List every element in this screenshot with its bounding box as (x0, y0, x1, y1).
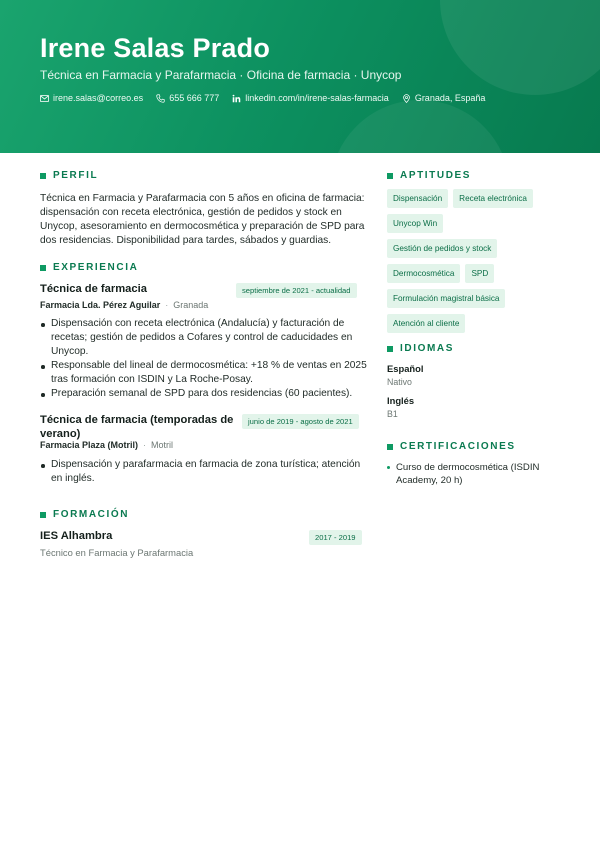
job-bullets (40, 317, 370, 401)
heading-marker (40, 512, 46, 518)
candidate-subtitle: Técnica en Farmacia y Parafarmacia · Oficina de farmacia · Unycop (40, 68, 402, 82)
language-name: Español (387, 363, 424, 374)
degree-name: Técnico en Farmacia y Parafarmacia (40, 547, 194, 558)
section-heading-certificaciones (387, 441, 516, 452)
section-heading-experiencia (40, 262, 138, 273)
header-banner (0, 0, 600, 153)
skill-tag: Atención al cliente (387, 314, 465, 333)
job-title-line: Técnica de farmacia (temporadas de (40, 414, 234, 426)
skill-tag: Formulación magistral básica (387, 289, 505, 308)
skills-list (387, 189, 562, 339)
email-text: irene.salas@correo.es (53, 93, 144, 103)
bullet-item: Preparación semanal de SPD para dos residencias (60 pacientes). (40, 387, 370, 401)
decorative-circle (440, 0, 600, 95)
linkedin-text: linkedin.com/in/irene-salas-farmacia (245, 93, 389, 103)
job-bullets (40, 458, 370, 486)
decorative-circle (330, 100, 510, 153)
heading-text: APTITUDES (400, 170, 472, 181)
heading-marker (387, 346, 393, 352)
profile-line: Técnica en Farmacia y Parafarmacia con 5 años en oficina de farmacia: (40, 193, 365, 204)
contact-email[interactable] (40, 93, 143, 103)
separator-dot: · (143, 440, 147, 450)
language-name: Inglés (387, 395, 415, 406)
company-location: Granada (173, 300, 209, 310)
location-pin-icon (402, 94, 411, 103)
candidate-name: Irene Salas Prado (40, 33, 271, 63)
education-dates: 2017 - 2019 (309, 530, 362, 545)
contact-phone[interactable] (156, 93, 219, 103)
section-heading-aptitudes (387, 170, 471, 181)
company-name: Farmacia Plaza (Motril) (40, 440, 139, 450)
skill-tag: Dermocosmética (387, 264, 460, 283)
job-company (40, 440, 173, 450)
skill-tag: Dispensación (387, 189, 448, 208)
certifications-list (387, 461, 557, 487)
contact-bar (40, 93, 498, 103)
language-level: B1 (387, 409, 398, 419)
bullet-item: Dispensación y parafarmacia en farmacia de zona turística; atención en inglés. (40, 458, 370, 486)
section-heading-formacion (40, 509, 129, 520)
heading-text: CERTIFICACIONES (400, 441, 516, 452)
job-title (40, 413, 240, 441)
linkedin-icon (232, 94, 241, 103)
phone-text: 655 666 777 (169, 93, 220, 103)
location-text: Granada, España (414, 93, 486, 103)
company-location: Motril (151, 440, 174, 450)
profile-summary (40, 192, 370, 248)
skill-tag: Unycop Win (387, 214, 443, 233)
job-title: Técnica de farmacia (40, 283, 147, 295)
skill-tag: Gestión de pedidos y stock (387, 239, 497, 258)
bullet-item: Responsable del lineal de dermocosmética: +18 % de ventas en 2025 tras formación con ISDIN y La Roche-Posay. (40, 359, 370, 387)
heading-text: PERFIL (53, 170, 99, 181)
heading-marker (387, 173, 393, 179)
language-level: Nativo (387, 377, 412, 387)
job-company (40, 300, 208, 310)
profile-line: dispensación con receta electrónica, gestión de pedidos y stock en (40, 207, 342, 218)
certification-item: Curso de dermocosmética (ISDIN Academy, 20 h) (387, 461, 557, 487)
contact-linkedin[interactable] (232, 93, 389, 103)
heading-text: FORMACIÓN (53, 509, 130, 520)
job-title-line: verano) (40, 428, 81, 440)
company-name: Farmacia Lda. Pérez Aguilar (40, 300, 161, 310)
skill-tag: SPD (465, 264, 494, 283)
heading-marker (387, 444, 393, 450)
profile-line: dos residencias. Disponibilidad para tardes, sábados y guardias. (40, 235, 332, 246)
job-dates: septiembre de 2021 - actualidad (236, 283, 357, 298)
separator-dot: · (165, 300, 169, 310)
section-heading-idiomas (387, 343, 454, 354)
mail-icon (40, 94, 49, 103)
bullet-item: Dispensación con receta electrónica (Andalucía) y facturación de recetas; gestión de pedidos a Cofares y control de caducidades en Unycop. (40, 317, 370, 359)
job-dates: junio de 2019 - agosto de 2021 (242, 414, 359, 429)
school-name: IES Alhambra (40, 530, 113, 542)
phone-icon (156, 94, 165, 103)
section-heading-perfil (40, 170, 98, 181)
heading-text: EXPERIENCIA (53, 262, 139, 273)
heading-text: IDIOMAS (400, 343, 454, 354)
profile-line: Unycop, asesoramiento en dermocosmética y preparación de SPD para (40, 221, 365, 232)
heading-marker (40, 173, 46, 179)
contact-location (402, 93, 486, 103)
heading-marker (40, 265, 46, 271)
skill-tag: Receta electrónica (453, 189, 533, 208)
